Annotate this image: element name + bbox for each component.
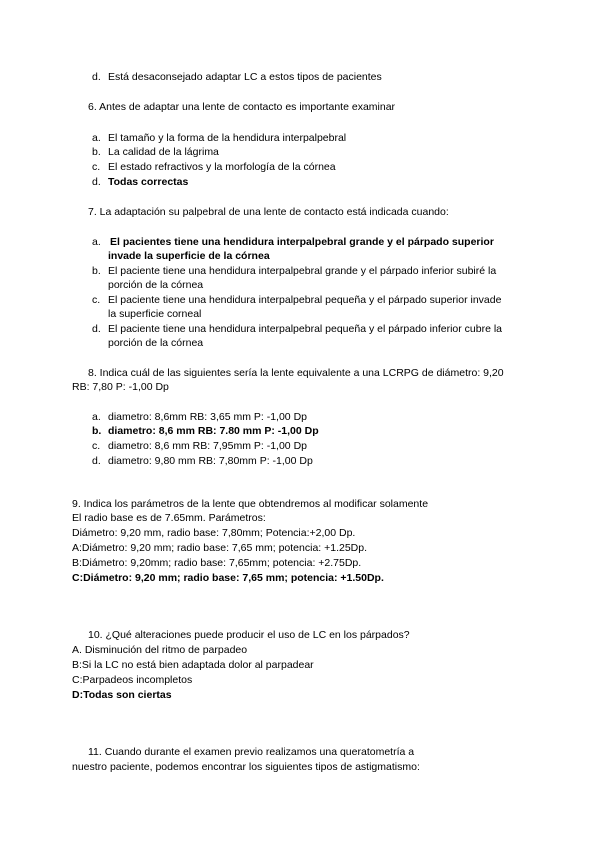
q6-option-c (92, 160, 336, 174)
option-marker: a. (92, 411, 101, 423)
option-marker: c. (92, 440, 101, 452)
option-text: El paciente tiene una hendidura interpalpebral pequeña y el párpado inferior cubre la (108, 323, 503, 335)
option-marker: d. (92, 455, 101, 467)
q7-question: 7. La adaptación su palpebral de una lente de contacto está indicada cuando: (88, 206, 449, 218)
option-marker: c. (92, 161, 101, 173)
option-text: El tamaño y la forma de la hendidura interpalpebral (108, 132, 347, 144)
q10-question: 10. ¿Qué alteraciones puede producir el uso de LC en los párpados? (88, 629, 410, 641)
q9-option-a: A:Diámetro: 9,20 mm; radio base: 7,65 mm; potencia: +1.25Dp. (72, 542, 368, 554)
option-marker: d. (92, 71, 101, 83)
q8-option-a (92, 410, 307, 424)
q6-question: 6. Antes de adaptar una lente de contacto es importante examinar (88, 101, 396, 113)
q7-option-b-line1 (92, 264, 496, 278)
option-marker: b. (92, 425, 102, 437)
q8-option-c (92, 439, 307, 453)
q10-option-d-correct: D:Todas son ciertas (72, 689, 172, 701)
q10-option-a: A. Disminución del ritmo de parpadeo (72, 644, 248, 656)
q7-option-a-line1 (92, 235, 494, 249)
option-text: El estado refractivos y la morfología de la córnea (108, 161, 336, 173)
q9-question-line2: El radio base es de 7.65mm. Parámetros: (72, 512, 266, 524)
option-marker: c. (92, 294, 101, 306)
option-text: diametro: 9,80 mm RB: 7,80mm P: -1,00 Dp (108, 455, 313, 467)
q7-option-c-line1 (92, 293, 501, 307)
option-text: diametro: 8,6 mm RB: 7,95mm P: -1,00 Dp (108, 440, 307, 452)
option-marker: a. (92, 132, 101, 144)
option-marker: d. (92, 323, 101, 335)
q9-question-line3: Diámetro: 9,20 mm, radio base: 7,80mm; Potencia:+2,00 Dp. (72, 527, 356, 539)
q11-question-line2: nuestro paciente, podemos encontrar los siguientes tipos de astigmatismo: (72, 761, 420, 773)
q6-option-a (92, 131, 346, 145)
option-text: El paciente tiene una hendidura interpalpebral grande y el párpado inferior subiré la (108, 265, 497, 277)
q9-option-c-correct: C:Diámetro: 9,20 mm; radio base: 7,65 mm; potencia: +1.50Dp. (72, 572, 384, 584)
q8-question-line2: RB: 7,80 P: -1,00 Dp (72, 381, 169, 393)
q8-option-b (92, 424, 319, 438)
q11-question-line1: 11. Cuando durante el examen previo realizamos una queratometría a (88, 746, 415, 758)
option-marker: b. (92, 265, 101, 277)
option-text-correct: diametro: 8,6 mm RB: 7.80 mm P: -1,00 Dp (108, 425, 319, 437)
option-marker: d. (92, 176, 101, 188)
q7-option-c-line2: la superficie corneal (108, 308, 202, 320)
option-text: diametro: 8,6mm RB: 3,65 mm P: -1,00 Dp (108, 411, 307, 423)
option-marker: b. (92, 146, 101, 158)
q8-option-d (92, 454, 313, 468)
q7-option-a-line2: invade la superficie de la córnea (108, 250, 270, 262)
option-text: El paciente tiene una hendidura interpalpebral pequeña y el párpado superior invade (108, 294, 502, 306)
q5-option-d (92, 70, 382, 84)
option-text-correct: Todas correctas (108, 176, 189, 188)
option-text: Está desaconsejado adaptar LC a estos tipos de pacientes (108, 71, 382, 83)
q9-question-line1: 9. Indica los parámetros de la lente que obtendremos al modificar solamente (72, 498, 429, 510)
q6-option-b (92, 145, 219, 159)
q7-option-d-line1 (92, 322, 502, 336)
q10-option-b: B:Si la LC no está bien adaptada dolor al parpadear (72, 659, 314, 671)
q9-option-b: B:Diámetro: 9,20mm; radio base: 7,65mm; potencia: +2.75Dp. (72, 557, 362, 569)
option-marker: a. (92, 236, 101, 248)
option-text-correct: El pacientes tiene una hendidura interpalpebral grande y el párpado superior (110, 236, 494, 248)
q7-option-d-line2: porción de la córnea (108, 337, 204, 349)
q7-option-b-line2: porción de la córnea (108, 279, 204, 291)
option-text: La calidad de la lágrima (108, 146, 219, 158)
q6-option-d (92, 175, 188, 189)
q10-option-c: C:Parpadeos incompletos (72, 674, 193, 686)
q8-question-line1: 8. Indica cuál de las siguientes sería la lente equivalente a una LCRPG de diámetro: 9,20 (88, 367, 504, 379)
